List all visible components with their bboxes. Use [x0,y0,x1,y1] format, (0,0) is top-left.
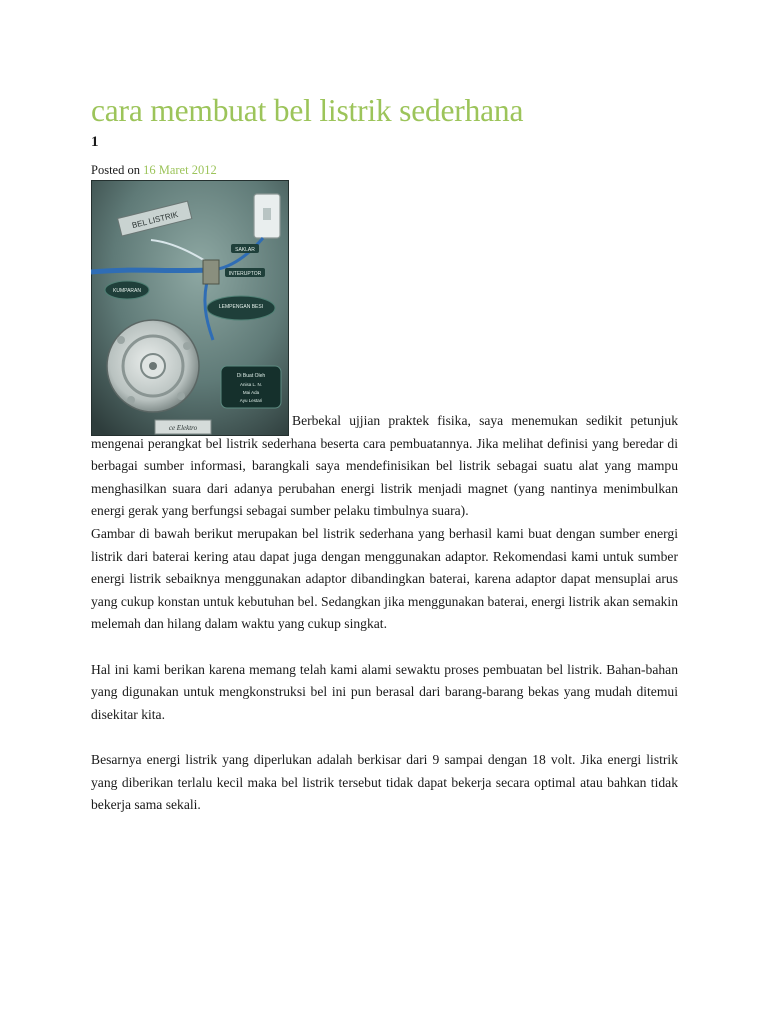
post-meta [91,162,678,178]
paragraph-gap [91,636,678,659]
spring-label: LEMPENGAN BESI [218,304,264,310]
bell-project-photo[interactable] [91,180,289,436]
names-card-line: Anisa L. N. [239,382,263,387]
post-date-link[interactable]: 16 Maret 2012 [143,163,217,177]
coil-label: KUMPARAN [113,288,141,294]
post-title[interactable]: cara membuat bel listrik sederhana [91,93,524,128]
names-card-line: Mai Ada [242,390,260,395]
names-card-line: Di Buat Oleh [236,373,266,379]
bell-label-text: BEL LISTRIK [131,209,180,231]
post-container [91,92,678,817]
paragraph: Berbekal ujjian praktek fisika, saya menemukan sedikit petunjuk mengenai perangkat bel listrik sederhana beserta cara pembuatannya. Jika melihat definisi yang beredar di berbagai sumber informasi, barangkali saya mendefinisikan bel listrik sebagai suatu alat yang mampu menghasilkan suara dari adanya perubahan energi listrik menjadi magnet (yang nantinya menimbulkan energi gerak yang berfungsi sebagai sumber pelaku timbulnya suara). [91,413,678,519]
photo-illustration [91,180,289,436]
comment-count[interactable]: 1 [91,134,99,150]
switch-label: SAKLAR [235,247,255,253]
paragraph: Gambar di bawah berikut merupakan bel listrik sederhana yang berhasil kami buat dengan sumber energi listrik dari baterai kering atau dapat juga dengan menggunakan adaptor. Rekomendasi kami untuk sumber energi listrik sebaiknya menggunakan adaptor dibandingkan baterai, karena adaptor dapat mensuplai arus yang cukup konstan untuk kebutuhan bel. Sedangkan jika menggunakan baterai, energi listrik akan semakin melemah dan hilang dalam waktu yang cukup singkat. [91,525,678,632]
paragraph: Besarnya energi listrik yang diperlukan adalah berkisar dari 9 sampai dengan 18 volt. Jika energi listrik yang diberikan terlalu kecil maka bel listrik tersebut tidak dapat bekerja secara optimal atau bahkan tidak bekerja sama sekali. [91,751,678,813]
paragraph-gap [91,726,678,749]
paragraph: Hal ini kami berikan karena memang telah kami alami sewaktu proses pembuatan bel listrik. Bahan-bahan yang digunakan untuk mengkonstruksi bel ini pun berasal dari barang-barang bekas yang mudah ditemui disekitar kita. [91,661,678,722]
post-body [91,178,678,817]
posted-on-label: Posted on [91,163,140,177]
photo-caption-text: ce Elektro [168,424,198,432]
interrupter-label: INTERUPTOR [228,271,262,277]
names-card-line: Ayu Lestari [239,398,263,403]
